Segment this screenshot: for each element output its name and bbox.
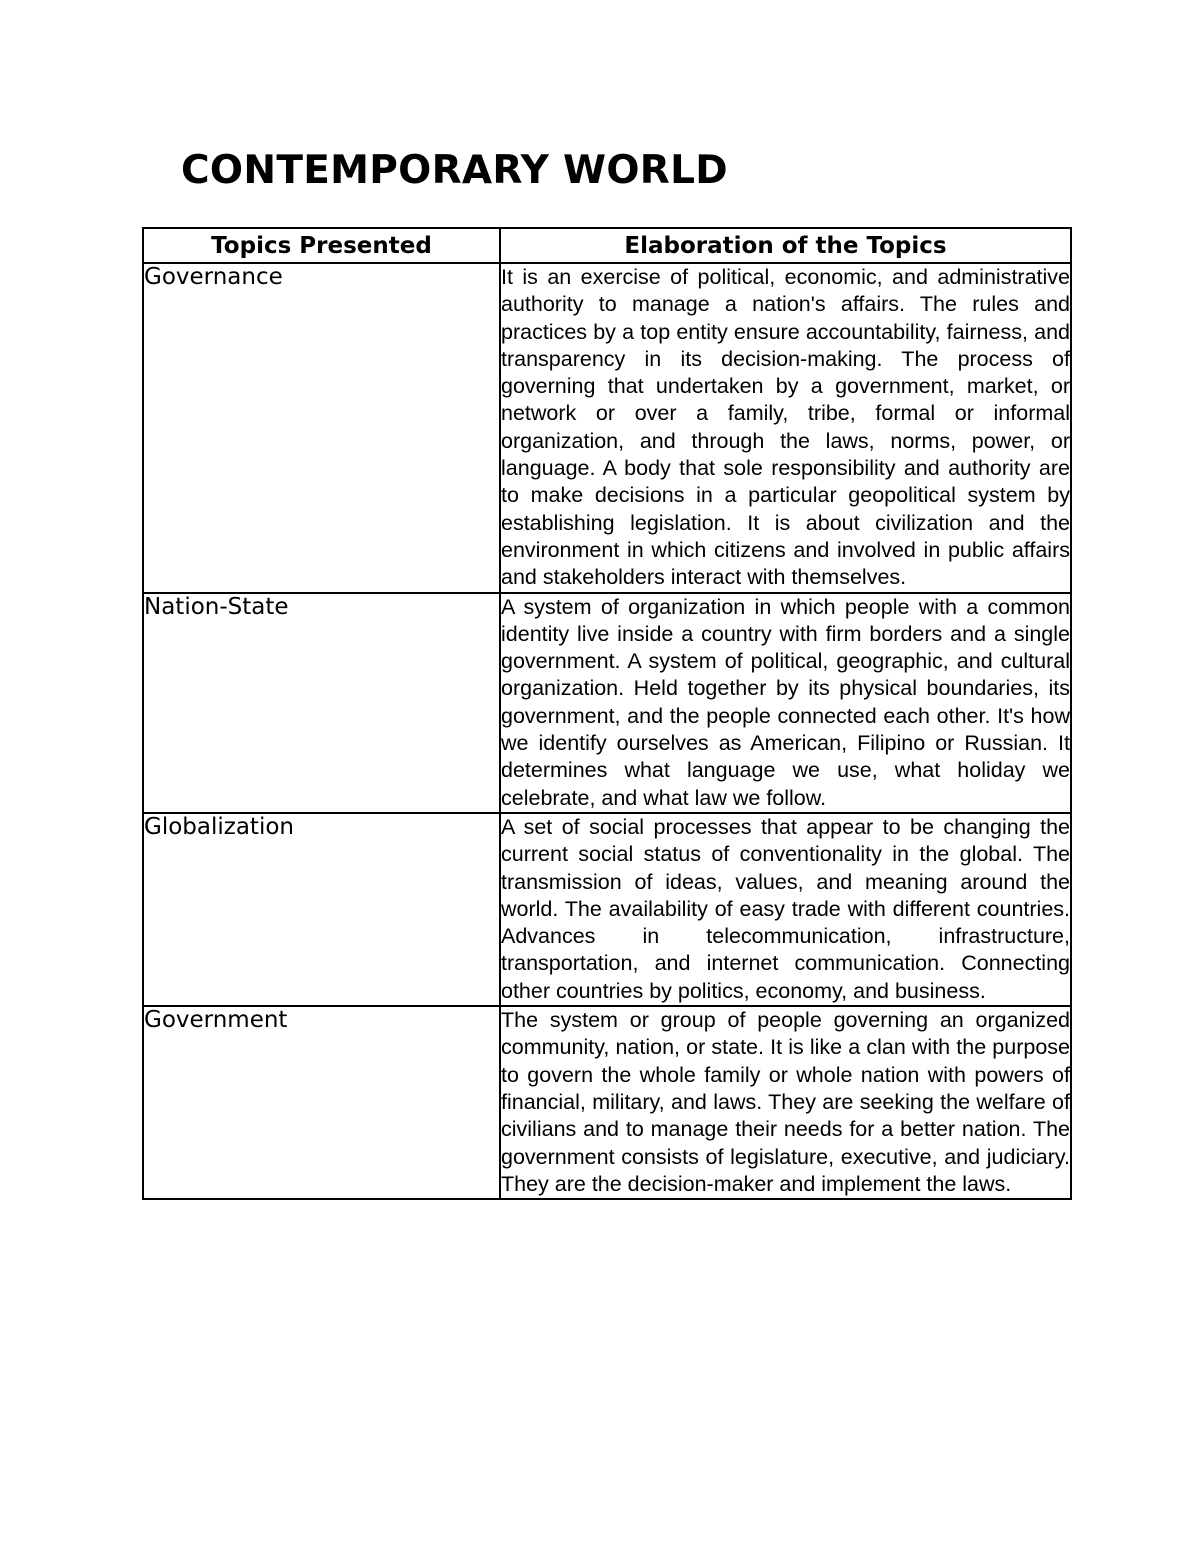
table-row: [143, 813, 1071, 1006]
elaboration-cell: A system of organization in which people with a common identity live inside a country with firm borders and a single government. A system of political, geographic, and cultural organization. Held together by its physical boundaries, its government, and the people connected each other. It's how we identify ourselves as American, Filipino or Russian. It determines what language we use, what holiday we celebrate, and what law we follow.: [500, 593, 1071, 813]
document-title: CONTEMPORARY WORLD: [181, 148, 728, 193]
elaboration-cell: It is an exercise of political, economic, and administrative authority to manage a nation's affairs. The rules and practices by a top entity ensure accountability, fairness, and transparency in its decision-making. The process of governing that undertaken by a government, market, or network or over a family, tribe, formal or informal organization, and through the laws, norms, power, or language. A body that sole responsibility and authority are to make decisions in a particular geopolitical system by establishing legislation. It is about civilization and the environment in which citizens and involved in public affairs and stakeholders interact with themselves.: [500, 263, 1071, 593]
topics-table: [142, 227, 1072, 1200]
table-row: [143, 1006, 1071, 1199]
topic-cell: Globalization: [143, 813, 500, 1006]
table-row: [143, 263, 1071, 593]
topic-cell: Nation-State: [143, 593, 500, 813]
table-row: [143, 593, 1071, 813]
header-topics-presented: Topics Presented: [143, 228, 500, 263]
topic-cell: Government: [143, 1006, 500, 1199]
elaboration-cell: The system or group of people governing an organized community, nation, or state. It is like a clan with the purpose to govern the whole family or whole nation with powers of financial, military, and laws. They are seeking the welfare of civilians and to manage their needs for a better nation. The government consists of legislature, executive, and judiciary. They are the decision-maker and implement the laws.: [500, 1006, 1071, 1199]
table-header-row: [143, 228, 1071, 263]
topic-cell: Governance: [143, 263, 500, 593]
header-elaboration: Elaboration of the Topics: [500, 228, 1071, 263]
elaboration-cell: A set of social processes that appear to be changing the current social status of conventionality in the global. The transmission of ideas, values, and meaning around the world. The availability of easy trade with different countries. Advances in telecommunication, infrastructure, transportation, and internet communication. Connecting other countries by politics, economy, and business.: [500, 813, 1071, 1006]
